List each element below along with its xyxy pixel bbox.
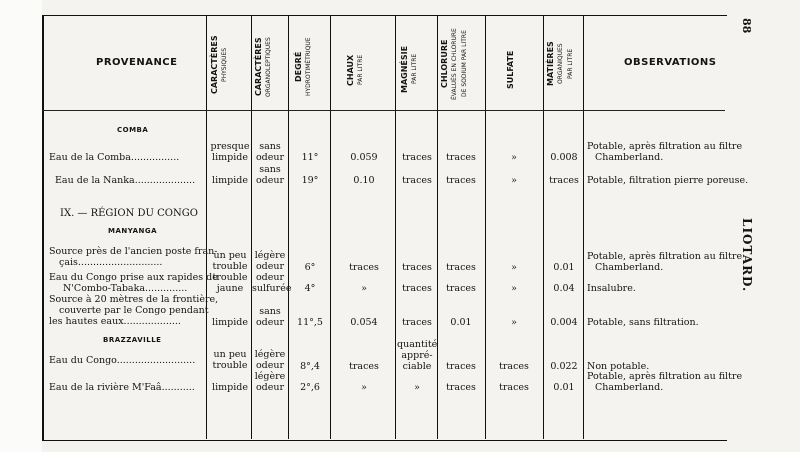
table-cell-degre: 6° — [304, 262, 316, 273]
header-chaux: CHAUX PAR LITRE — [346, 54, 364, 86]
table-cell-organoleptiques: légère odeur — [254, 250, 286, 272]
table-row-provenance: Source près de l'ancien poste fran- çais............................ — [49, 246, 218, 268]
table-cell-observations: Potable, filtration pierre poreuse. — [587, 175, 749, 186]
table-cell-sulfate: » — [511, 317, 517, 328]
table-cell-chlorure: traces — [446, 175, 476, 186]
table-cell-organoleptiques: sans odeur — [255, 164, 285, 186]
table-cell-sulfate: » — [511, 283, 517, 294]
page-number: 88 — [740, 18, 753, 34]
column-divider — [330, 15, 331, 439]
table-cell-organoleptiques: légère odeur — [254, 349, 286, 371]
table-cell-physiques: un peu trouble — [212, 349, 248, 371]
column-divider — [288, 15, 289, 439]
table-cell-physiques: limpide — [212, 382, 248, 393]
table-cell-magnesie: » — [414, 382, 420, 393]
table-cell-observations: Potable, après filtration au filtre Chamberland. — [587, 141, 743, 163]
table-cell-magnesie: traces — [402, 152, 432, 163]
table-cell-sulfate: » — [511, 262, 517, 273]
table-cell-chlorure: traces — [446, 262, 476, 273]
column-divider — [437, 15, 438, 439]
table-cell-degre: 2°,6 — [300, 382, 320, 393]
table-cell-physiques: trouble jaune — [212, 272, 248, 294]
table-cell-sulfate: » — [511, 175, 517, 186]
header-chlorure: CHLORURE ÉVALUÉS EN CHLORURE DE SODIUM PAR LITRE — [440, 28, 468, 100]
header-magnesie: MAGNÉSIE PAR LITRE — [400, 45, 418, 93]
table-row-provenance: Eau de la Nanka.................... — [55, 175, 196, 186]
table-cell-observations: Non potable. — [587, 361, 650, 372]
table-cell-chaux: 0.10 — [353, 175, 375, 186]
table-cell-organoleptiques: sans odeur — [255, 141, 285, 163]
table-cell-chlorure: traces — [446, 382, 476, 393]
table-cell-sulfate: traces — [499, 382, 529, 393]
header-rule — [42, 110, 725, 111]
table-cell-degre: 8°,4 — [300, 361, 320, 372]
table-cell-matieres: 0.01 — [553, 382, 575, 393]
header-caracteres-organoleptiques: CARACTÈRES ORGANOLEPTIQUES — [254, 37, 272, 97]
header-provenance: PROVENANCE — [96, 57, 178, 68]
table-cell-sulfate: » — [511, 152, 517, 163]
table-cell-physiques: limpide — [212, 317, 248, 328]
table-cell-magnesie: traces — [402, 175, 432, 186]
table-cell-degre: 11°,5 — [297, 317, 323, 328]
table-cell-organoleptiques: sans odeur — [255, 306, 285, 328]
table-cell-degre: 19° — [301, 175, 319, 186]
table-cell-degre: 4° — [304, 283, 316, 294]
table-cell-chlorure: traces — [446, 361, 476, 372]
table-cell-chlorure: traces — [446, 283, 476, 294]
table-row-provenance: Eau du Congo prise aux rapides de N'Combo-Tabaka.............. — [49, 272, 218, 294]
header-degre-hydrotimetrique: DEGRÉ HYDROTIMÉTRIQUE — [294, 37, 312, 97]
section-manyanga: MANYANGA — [108, 227, 158, 235]
table-cell-chaux: traces — [349, 262, 379, 273]
table-cell-observations: Potable, après filtration au filtre Chamberland. — [587, 251, 743, 273]
column-divider — [583, 15, 584, 439]
table-row-provenance: Eau du Congo.......................... — [49, 355, 196, 366]
table-cell-chlorure: 0.01 — [450, 317, 472, 328]
table-cell-chaux: » — [361, 283, 367, 294]
table-cell-chlorure: traces — [446, 152, 476, 163]
table-cell-observations: Potable, après filtration au filtre Chamberland. — [587, 371, 743, 393]
table-cell-matieres: 0.04 — [553, 283, 575, 294]
table-cell-chaux: » — [361, 382, 367, 393]
section-region-congo: IX. — RÉGION DU CONGO — [60, 208, 198, 219]
section-brazzaville: BRAZZAVILLE — [103, 336, 162, 344]
table-cell-magnesie: traces — [402, 317, 432, 328]
table-cell-organoleptiques: odeur sulfurée — [252, 272, 292, 294]
table-cell-organoleptiques: légère odeur — [254, 371, 286, 393]
table-row-provenance: Source à 20 mètres de la frontière, couverte par le Congo pendant les hautes eaux................... — [49, 294, 219, 327]
header-sulfate: SULFATE — [506, 50, 515, 90]
table-cell-degre: 11° — [301, 152, 319, 163]
table-cell-chaux: 0.054 — [350, 317, 378, 328]
table-cell-physiques: presque limpide — [210, 141, 250, 163]
table-row-provenance: Eau de la rivière M'Faâ........... — [49, 382, 195, 393]
table-cell-matieres: 0.01 — [553, 262, 575, 273]
table-cell-observations: Insalubre. — [587, 283, 636, 294]
table-cell-observations: Potable, sans filtration. — [587, 317, 699, 328]
column-divider — [206, 15, 207, 439]
table-cell-magnesie: traces — [402, 283, 432, 294]
table-cell-sulfate: traces — [499, 361, 529, 372]
column-divider — [485, 15, 486, 439]
table-cell-magnesie: quantité appré- ciable — [397, 339, 438, 372]
table-cell-physiques: limpide — [212, 175, 248, 186]
column-divider — [395, 15, 396, 439]
header-caracteres-physiques: CARACTÈRES PHYSIQUES — [210, 35, 228, 95]
table-cell-chaux: traces — [349, 361, 379, 372]
table-cell-magnesie: traces — [402, 262, 432, 273]
table-cell-matieres: 0.022 — [550, 361, 578, 372]
table-cell-matieres: 0.004 — [550, 317, 578, 328]
header-matieres-organiques: MATIÈRES ORGANIQUES PAR LITRE — [546, 41, 574, 87]
header-observations: OBSERVATIONS — [624, 57, 717, 68]
table-row-provenance: Eau de la Comba................ — [49, 152, 180, 163]
column-divider — [543, 15, 544, 439]
section-comba: COMBA — [117, 126, 149, 134]
table-cell-matieres: traces — [549, 175, 579, 186]
table-cell-chaux: 0.059 — [350, 152, 378, 163]
running-head-author: LIOTARD. — [740, 218, 754, 293]
table-cell-physiques: un peu trouble — [212, 250, 248, 272]
page-margin — [0, 0, 42, 452]
table-cell-matieres: 0.008 — [550, 152, 578, 163]
